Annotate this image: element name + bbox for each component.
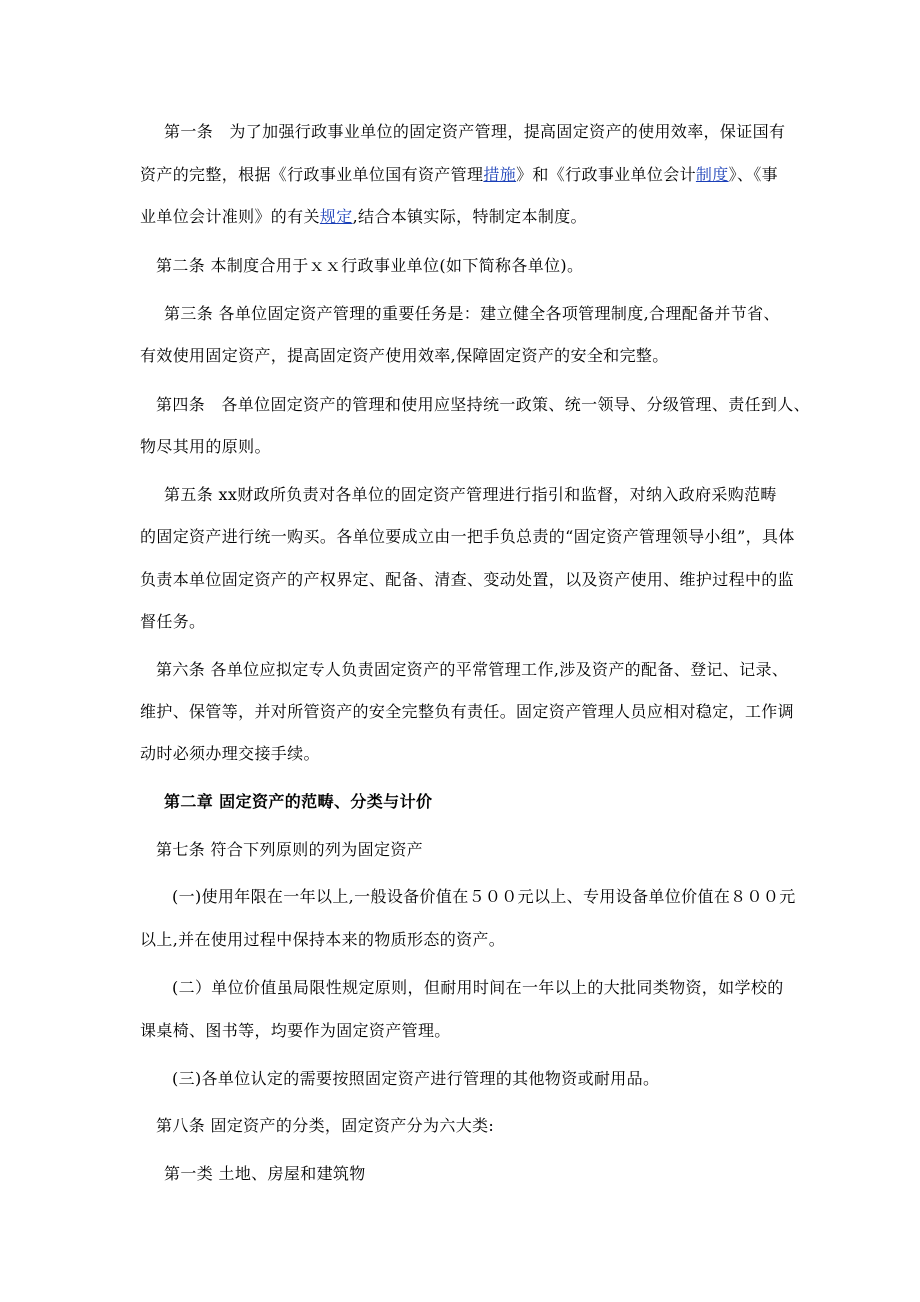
article-4-line-1: 第四条 各单位固定资产的管理和使用应坚持统一政策、统一领导、分级管理、责任到人、 — [156, 395, 811, 414]
article-5-line-4: 督任务。 — [140, 612, 206, 631]
article-4-line-2: 物尽其用的原则。 — [140, 437, 271, 456]
measures-link[interactable]: 措施 — [483, 165, 517, 184]
article-1-line-3 — [140, 207, 587, 227]
article-8: 第八条 固定资产的分类，固定资产分为六大类: — [156, 1116, 495, 1135]
article-5-line-1: 第五条 xx财政所负责对各单位的固定资产管理进行指引和监督，对纳入政府采购范畴 — [164, 485, 777, 504]
category-1: 第一类 土地、房屋和建筑物 — [164, 1164, 366, 1183]
article-1-text: ,结合本镇实际，特制定本制度。 — [352, 207, 587, 226]
item-2-line-1: (二）单位价值虽局限性规定原则，但耐用时间在一年以上的大批同类物资，如学校的 — [172, 978, 784, 997]
article-5-line-2: 的固定资产进行统一购买。各单位要成立由一把手负总责的“固定资产管理领导小组”，具体 — [140, 527, 795, 546]
system-link[interactable]: 制度 — [695, 165, 729, 184]
article-6-line-2: 维护、保管等，并对所管资产的安全完整负有责任。固定资产管理人员应相对稳定，工作调 — [140, 702, 795, 721]
article-2: 第二条 本制度合用于ｘｘ行政事业单位(如下简称各单位)。 — [156, 256, 584, 275]
article-3-line-1: 第三条 各单位固定资产管理的重要任务是：建立健全各项管理制度,合理配备并节省、 — [164, 304, 780, 323]
article-5-line-3: 负责本单位固定资产的产权界定、配备、清查、变动处置，以及资产使用、维护过程中的监 — [140, 570, 795, 589]
item-1-line-1: (一)使用年限在一年以上,一般设备价值在５００元以上、专用设备单位价值在８００元 — [172, 887, 796, 906]
regulation-link[interactable]: 规定 — [319, 207, 353, 226]
article-1-text: 》和《行政事业单位会计 — [516, 165, 696, 184]
article-1-text: 业单位会计准则》的有关 — [140, 207, 320, 226]
item-1-line-2: 以上,并在使用过程中保持本来的物质形态的资产。 — [140, 930, 506, 949]
article-1-line-1: 第一条 为了加强行政事业单位的固定资产管理，提高固定资产的使用效率，保证国有 — [164, 122, 786, 141]
item-2-line-2: 课桌椅、图书等，均要作为固定资产管理。 — [140, 1021, 451, 1040]
article-7: 第七条 符合下列原则的列为固定资产 — [156, 840, 424, 859]
article-3-line-2: 有效使用固定资产，提高固定资产使用效率,保障固定资产的安全和完整。 — [140, 346, 669, 365]
article-1-line-2 — [140, 165, 778, 185]
article-6-line-3: 动时必须办理交接手续。 — [140, 744, 320, 763]
article-1-text: 资产的完整，根据《行政事业单位国有资产管理 — [140, 165, 484, 184]
chapter-2-heading: 第二章 固定资产的范畴、分类与计价 — [164, 792, 433, 811]
item-3: (三)各单位认定的需要按照固定资产进行管理的其他物资或耐用品。 — [172, 1069, 660, 1088]
article-6-line-1: 第六条 各单位应拟定专人负责固定资产的平常管理工作,涉及资产的配备、登记、记录、 — [156, 660, 789, 679]
article-1-text: 》、《事 — [728, 165, 779, 184]
